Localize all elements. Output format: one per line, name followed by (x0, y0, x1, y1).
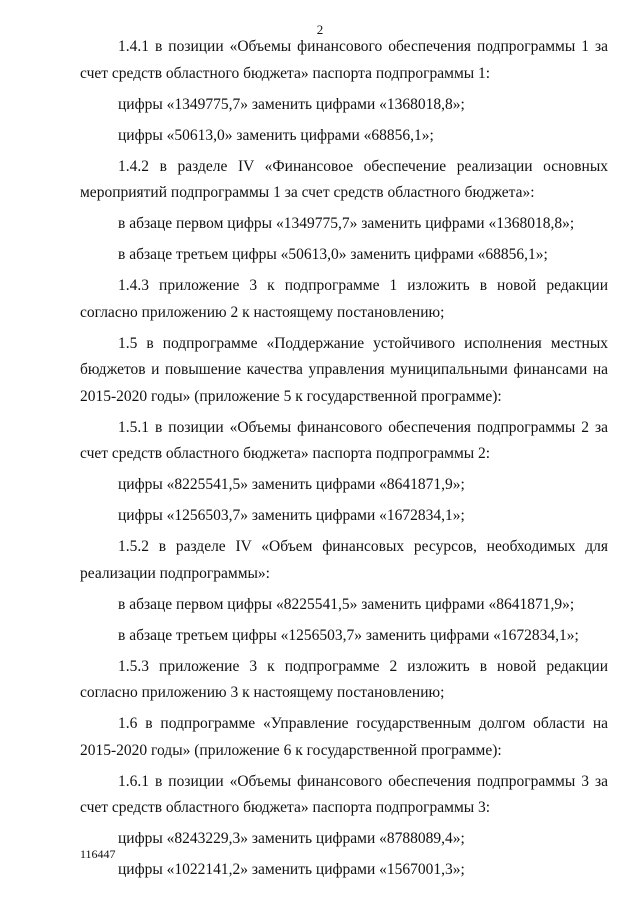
page-number: 2 (316, 22, 324, 37)
paragraph-1-5-2: 1.5.2 в разделе IV «Объем финансовых ресурсов, необходимых для реализации подпрограммы»: (80, 538, 608, 582)
paragraph-1-6: 1.6 в подпрограмме «Управление государственным долгом области на 2015-2020 годы» (приложение 6 к государственной программе): (80, 715, 608, 759)
paragraph-third-abzac-2: в абзаце третьем цифры «1256503,7» заменить цифрами «1672834,1»; (118, 626, 579, 644)
document-code: 116447 (80, 847, 116, 861)
paragraph-figures-4: цифры «1256503,7» заменить цифрами «1672834,1»; (118, 507, 465, 524)
paragraph-first-abzac-2: в абзаце первом цифры «8225541,5» заменить цифрами «8641871,9»; (118, 595, 575, 613)
paragraph-1-5-1: 1.5.1 в позиции «Объемы финансового обеспечения подпрограммы 2 за счет средств областного бюджета» паспорта подпрограммы 2: (80, 418, 608, 462)
paragraph-figures-1: цифры «1349775,7» заменить цифрами «1368018,8»; (118, 95, 465, 113)
paragraph-figures-2: цифры «50613,0» заменить цифрами «68856,1»; (118, 126, 434, 144)
paragraph-1-4-2: 1.4.2 в разделе IV «Финансовое обеспечение реализации основных мероприятий подпрограммы 1 за счет средств областного бюджета»: (80, 157, 608, 201)
paragraph-1-5: 1.5 в подпрограмме «Поддержание устойчивого исполнения местных бюджетов и повышение качества управления муниципальными финансами на 2015-2020 годы» (приложение 5 к государственной программе): (80, 334, 608, 405)
paragraph-1-6-1: 1.6.1 в позиции «Объемы финансового обеспечения подпрограммы 3 за счет средств областного бюджета» паспорта подпрограммы 3: (80, 772, 608, 816)
paragraph-1-5-3: 1.5.3 приложение 3 к подпрограмме 2 изложить в новой редакции согласно приложению 3 к настоящему постановлению; (80, 657, 608, 701)
paragraph-figures-3: цифры «8225541,5» заменить цифрами «8641871,9»; (118, 476, 465, 493)
paragraph-figures-5: цифры «8243229,3» заменить цифрами «8788089,4»; (118, 830, 465, 847)
paragraph-third-abzac-1: в абзаце третьем цифры «50613,0» заменить цифрами «68856,1»; (118, 246, 548, 263)
paragraph-1-4-3: 1.4.3 приложение 3 к подпрограмме 1 изложить в новой редакции согласно приложению 2 к настоящему постановлению; (80, 277, 608, 321)
paragraph-first-abzac-1: в абзаце первом цифры «1349775,7» заменить цифрами «1368018,8»; (118, 215, 575, 232)
document-body (80, 34, 608, 884)
paragraph-1-4-1: 1.4.1 в позиции «Объемы финансового обеспечения подпрограммы 1 за счет средств областного бюджета» паспорта подпрограммы 1: (80, 38, 608, 82)
paragraph-figures-6: цифры «1022141,2» заменить цифрами «1567001,3»; (118, 861, 465, 878)
